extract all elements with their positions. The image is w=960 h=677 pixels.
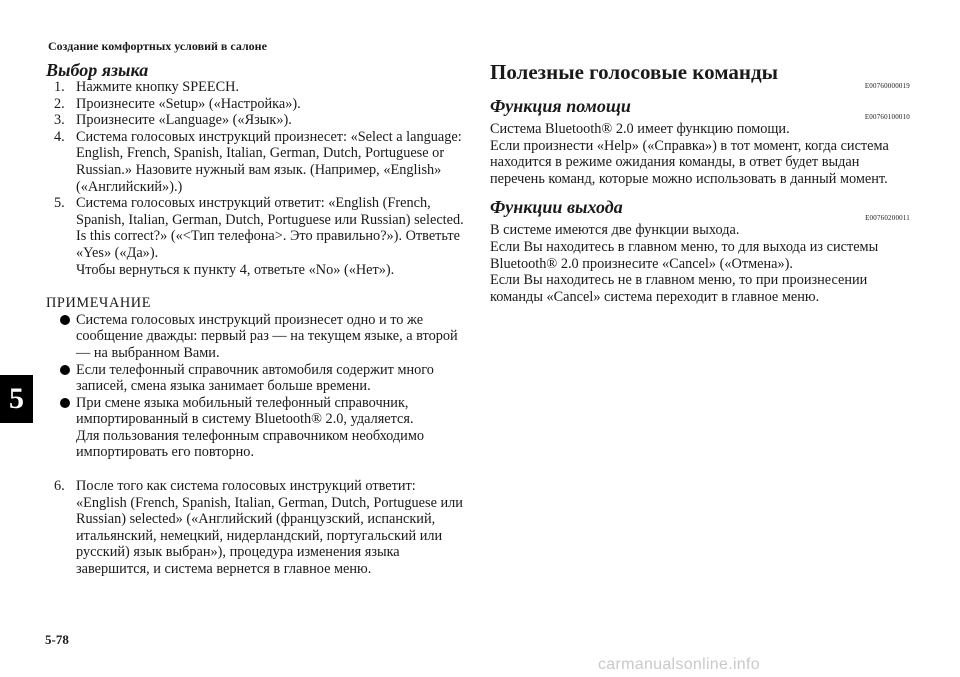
step-2: 2. Произнесите «Setup» («Настройка»).: [54, 95, 301, 112]
note-item: Система голосовых инструкций произнесет одно и то же сообщение дважды: первый раз — на текущем языке, а второй — на выбранном Вами.: [46, 312, 466, 362]
help-title: Функция помощи E00760100010: [490, 97, 910, 115]
page-number: 5-78: [45, 632, 69, 647]
main-title: Полезные голосовые команды E00760000019: [490, 62, 910, 83]
note-item: [46, 395, 466, 461]
step-4: 4. Система голосовых инструкций произнесет: «Select a language: English, French, Spanish, Italian, German, Dutch, Portuguese or Russian.» Назовите нужный вам язык. (Например, «English» («Английский»).): [54, 128, 462, 195]
right-column: [490, 62, 910, 305]
step-5: 5. Система голосовых инструкций ответит: «English (French, Spanish, Italian, German, Dutch, Portuguese или Russian) selected. Is this correct?» («<Тип телефона>. Это правильно?»). Ответьте «Yes» («Да»). Чтобы вернуться к пункту 4, ответьте «No» («Нет»).: [54, 195, 464, 278]
left-column: [46, 61, 466, 578]
note-title: ПРИМЕЧАНИЕ: [46, 295, 152, 312]
notes-list: [46, 312, 466, 461]
section-title-language: Выбор языка: [46, 60, 149, 80]
main-code: E00760000019: [864, 82, 910, 90]
help-code: E00760100010: [864, 113, 910, 121]
watermark: carmanualsonline.info: [598, 656, 760, 673]
note-item: Если телефонный справочник автомобиля содержит много записей, смена языка занимает больше времени.: [46, 362, 466, 395]
bullet-icon: [46, 395, 76, 461]
exit-line-1: В системе имеются две функции выхода.: [490, 222, 740, 239]
step-5-text: Система голосовых инструкций ответит: «English (French, Spanish, Italian, German, Dutch, Portuguese или Russian) selected. Is this correct?» («<Тип телефона>. Это правильно?»). Ответьте «Yes» («Да»).: [76, 195, 464, 261]
exit-code: E00760200011: [865, 214, 910, 223]
step-1: 1. Нажмите кнопку SPEECH.: [54, 79, 240, 95]
exit-title: Функции выхода E00760200011: [490, 198, 910, 216]
help-line-2: Если произнести «Help» («Справка») в тот момент, когда система находится в режиме ожидания команды, в ответ будет выдан перечень команд, которые можно использовать в данный момент.: [490, 137, 889, 187]
bullet-icon: [46, 362, 76, 395]
note-3-text: При смене языка мобильный телефонный справочник, импортированный в систему Bluetooth® 2.0, удаляется.: [76, 394, 414, 428]
page-header: Создание комфортных условий в салоне: [48, 39, 267, 53]
help-line-1: Система Bluetooth® 2.0 имеет функцию помощи.: [490, 121, 790, 137]
chapter-tab: 5: [0, 375, 33, 423]
exit-line-2: Если Вы находитесь в главном меню, то для выхода из системы Bluetooth® 2.0 произнесите «Cancel» («Отмена»).: [490, 238, 879, 272]
bullet-icon: [46, 312, 76, 362]
note-3-extra: Для пользования телефонным справочником необходимо импортировать его повторно.: [76, 427, 425, 461]
step-3: 3. Произнесите «Language» («Язык»).: [54, 112, 292, 129]
step-6: 6. После того как система голосовых инструкций ответит: «English (French, Spanish, Italian, German, Dutch, Portuguese или Russian) selected» («Английский (французский, испанский, итальянский, немецкий, нидерландский, португальский или русский) язык выбран»), процедура изменения языка завершится, и система вернется в главное меню.: [54, 478, 463, 578]
exit-line-3: Если Вы находитесь не в главном меню, то при произнесении команды «Cancel» система переходит в главное меню.: [490, 272, 868, 305]
language-steps: [46, 79, 466, 278]
step-5-extra: Чтобы вернуться к пункту 4, ответьте «No» («Нет»).: [76, 261, 395, 278]
